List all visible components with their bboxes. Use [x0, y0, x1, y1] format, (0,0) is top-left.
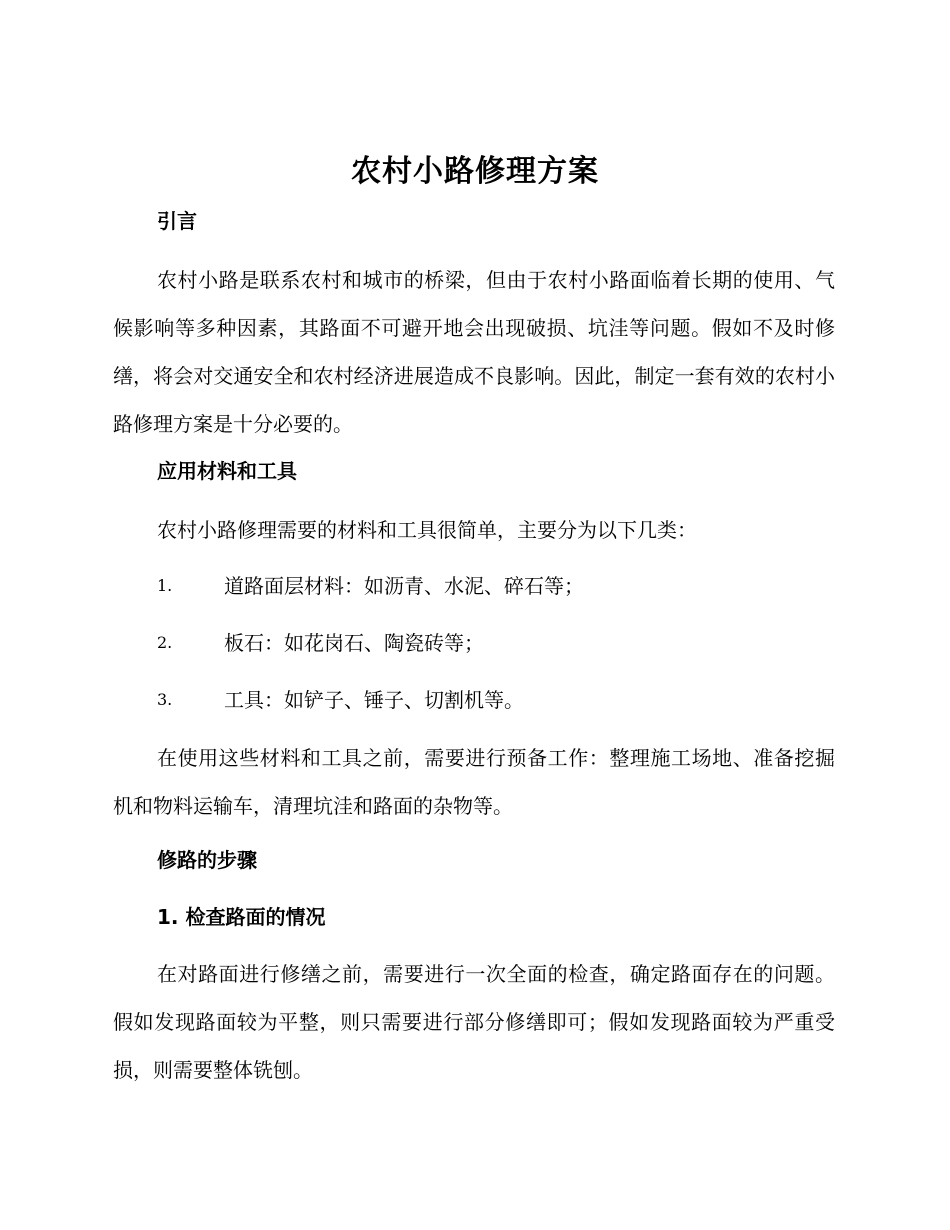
- list-item-text: 工具：如铲子、锤子、切割机等。: [224, 688, 524, 712]
- section-heading-steps: 修路的步骤: [157, 848, 257, 872]
- materials-prep-paragraph: 在使用这些材料和工具之前，需要进行预备工作：整理施工场地、准备挖掘机和物料运输车，清理坑洼和路面的杂物等。: [113, 746, 835, 818]
- section-heading-materials: 应用材料和工具: [157, 459, 297, 483]
- step-1-paragraph: 在对路面进行修缮之前，需要进行一次全面的检查，确定路面存在的问题。假如发现路面较为平整，则只需要进行部分修缮即可；假如发现路面较为严重受损，则需要整体铣刨。: [113, 962, 835, 1082]
- list-item-number: 2.: [157, 633, 173, 652]
- list-item: [157, 571, 837, 601]
- list-item-text: 道路面层材料：如沥青、水泥、碎石等；: [224, 574, 584, 598]
- intro-paragraph: 农村小路是联系农村和城市的桥梁，但由于农村小路面临着长期的使用、气候影响等多种因素，其路面不可避开地会出现破损、坑洼等问题。假如不及时修缮，将会对交通安全和农村经济进展造成不良影响。因此，制定一套有效的农村小路修理方案是十分必要的。: [113, 268, 835, 436]
- list-item: [157, 685, 837, 715]
- list-item: [157, 628, 837, 658]
- section-heading-intro: 引言: [157, 209, 197, 233]
- materials-intro-paragraph: 农村小路修理需要的材料和工具很简单，主要分为以下几类：: [157, 518, 697, 542]
- step-1-heading: 1. 检查路面的情况: [157, 905, 326, 929]
- list-item-number: 3.: [157, 690, 173, 709]
- document-title: 农村小路修理方案: [351, 154, 599, 189]
- list-item-number: 1.: [157, 576, 173, 595]
- list-item-text: 板石：如花岗石、陶瓷砖等；: [224, 631, 484, 655]
